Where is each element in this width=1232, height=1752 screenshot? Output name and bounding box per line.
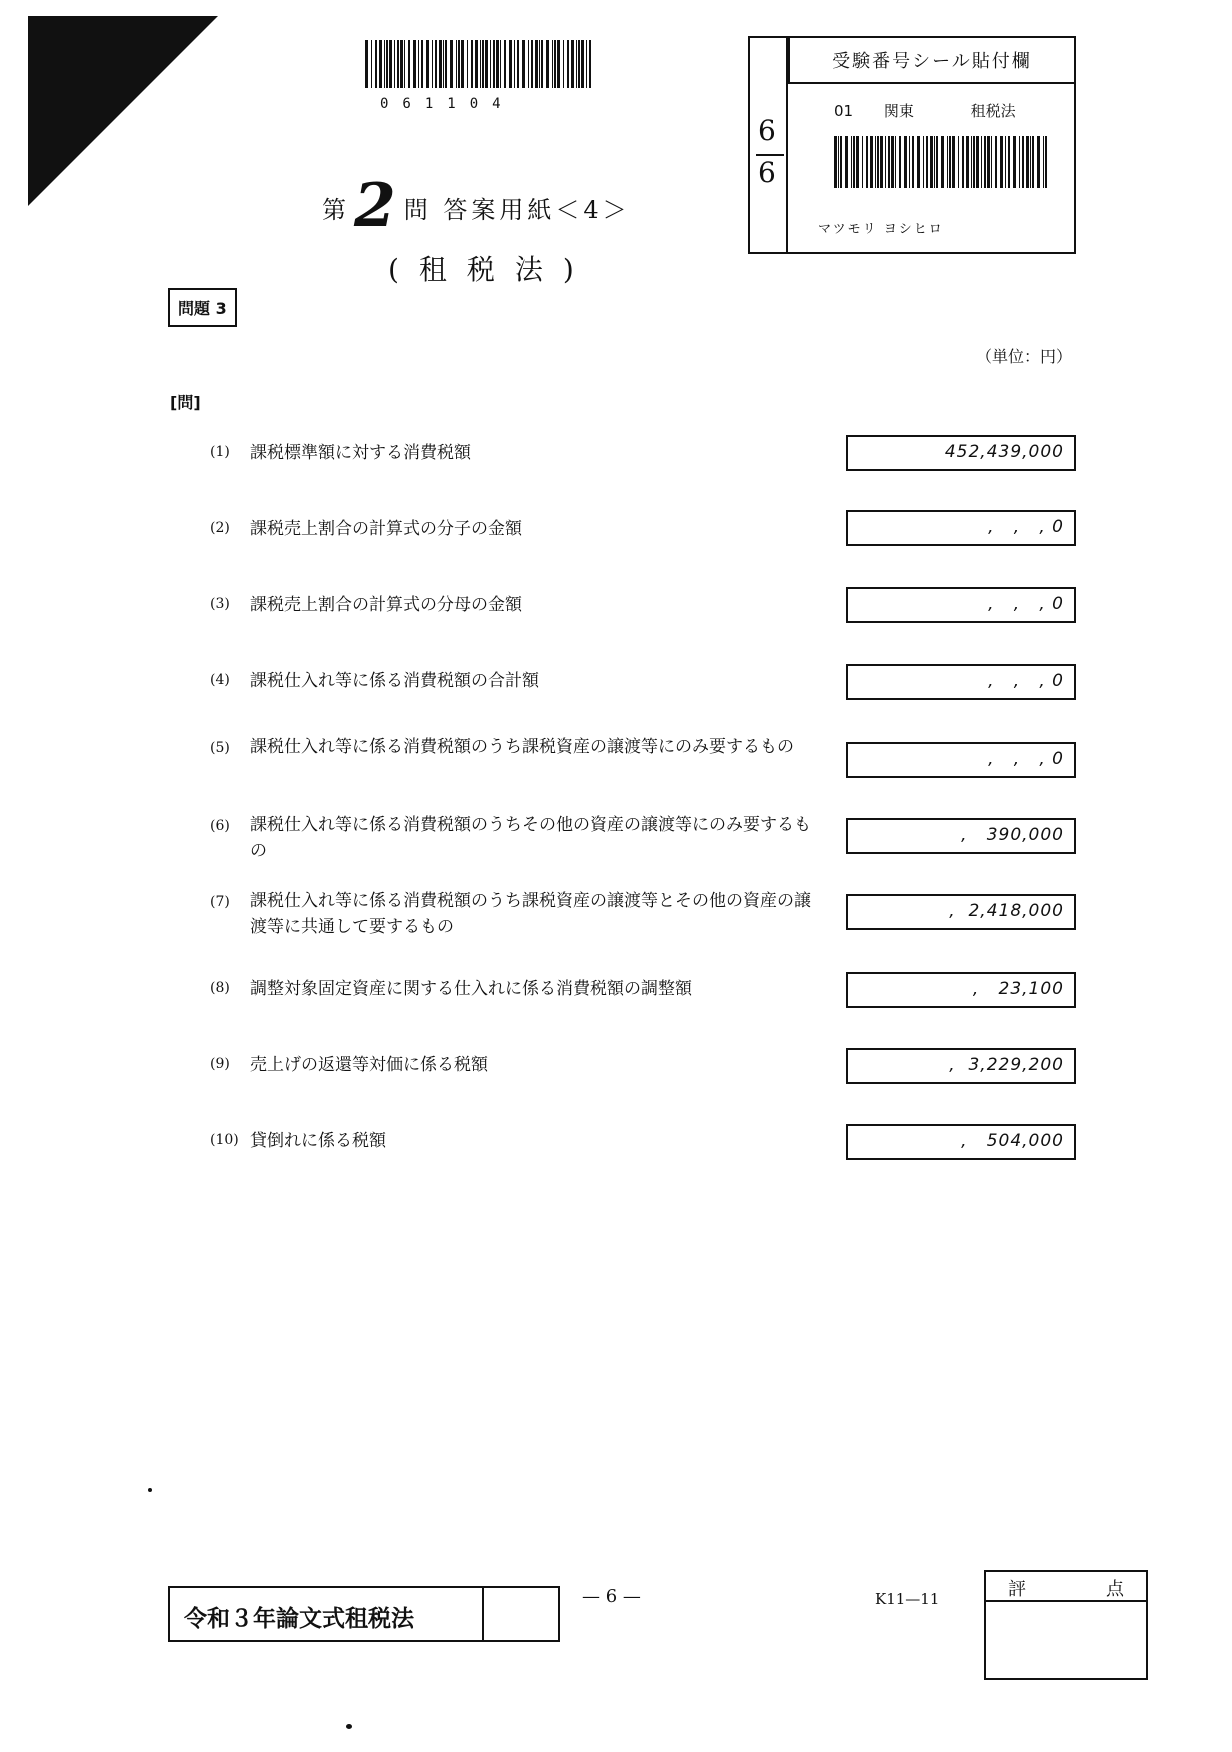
barcode-bar bbox=[504, 40, 506, 88]
barcode-bar bbox=[509, 40, 512, 88]
question-number: (6) bbox=[210, 818, 230, 834]
unit-label: （単位：円） bbox=[976, 347, 1073, 366]
barcode-bar bbox=[539, 40, 540, 88]
barcode-bar bbox=[535, 40, 538, 88]
barcode-bar bbox=[552, 40, 553, 88]
question-text: 貸倒れに係る税額 bbox=[250, 1131, 386, 1151]
barcode-bar bbox=[541, 40, 543, 88]
barcode-bar bbox=[1013, 136, 1016, 188]
barcode-bar bbox=[546, 40, 549, 88]
barcode-bar bbox=[941, 136, 944, 188]
barcode-bar bbox=[443, 40, 444, 88]
barcode-bar bbox=[475, 40, 478, 88]
barcode-bar bbox=[467, 40, 468, 88]
barcode-bar bbox=[404, 40, 405, 88]
barcode-bar bbox=[934, 136, 935, 188]
question-number: (3) bbox=[210, 596, 230, 612]
barcode-bar bbox=[936, 136, 938, 188]
corner-triangle-mark bbox=[28, 16, 218, 206]
answer-field[interactable] bbox=[846, 742, 1076, 778]
score-label-right: 点 bbox=[1106, 1579, 1124, 1600]
answer-value: , 390,000 bbox=[961, 825, 1064, 845]
barcode-bar bbox=[880, 136, 883, 188]
barcode-bar bbox=[971, 136, 972, 188]
barcode-bar bbox=[375, 40, 377, 88]
exam-title: 令和３年論文式租税法 bbox=[184, 1606, 414, 1632]
answer-value: , , , 0 bbox=[988, 749, 1064, 769]
barcode-bar bbox=[413, 40, 416, 88]
barcode-bar bbox=[493, 40, 495, 88]
barcode-bar bbox=[984, 136, 986, 188]
problem-label: 問題 3 bbox=[168, 288, 237, 327]
question-number: (4) bbox=[210, 672, 230, 688]
answer-value: 452,439,000 bbox=[944, 442, 1064, 462]
answer-field[interactable] bbox=[846, 664, 1076, 700]
barcode-bar bbox=[862, 136, 863, 188]
barcode-bar bbox=[461, 40, 464, 88]
barcode-bar bbox=[1043, 136, 1044, 188]
barcode-bar bbox=[432, 40, 433, 88]
barcode-bar bbox=[458, 40, 460, 88]
section-label: [問] bbox=[170, 393, 201, 412]
barcode-bar bbox=[926, 136, 928, 188]
barcode-bar bbox=[976, 136, 979, 188]
top-barcode bbox=[365, 40, 593, 88]
answer-value: , , , 0 bbox=[988, 671, 1064, 691]
seal-header: 受験番号シール貼付欄 bbox=[788, 38, 1074, 84]
answer-field[interactable] bbox=[846, 1124, 1076, 1160]
scan-speck bbox=[148, 1488, 152, 1492]
barcode-bar bbox=[840, 136, 842, 188]
question-number: (5) bbox=[210, 740, 230, 756]
barcode-bar bbox=[853, 136, 855, 188]
question-text: 課税仕入れ等に係る消費税額の合計額 bbox=[250, 671, 539, 691]
barcode-bar bbox=[397, 40, 399, 88]
seal-subject: 租税法 bbox=[970, 102, 1016, 120]
subject-title: (租税法) bbox=[388, 253, 594, 286]
barcode-bar bbox=[435, 40, 437, 88]
barcode-bar bbox=[418, 40, 419, 88]
barcode-bar bbox=[365, 40, 368, 88]
seal-fraction-top: 6 bbox=[758, 114, 776, 147]
barcode-bar bbox=[400, 40, 403, 88]
barcode-bar bbox=[866, 136, 868, 188]
barcode-bar bbox=[952, 136, 955, 188]
barcode-bar bbox=[581, 40, 584, 88]
barcode-bar bbox=[888, 136, 890, 188]
barcode-bar bbox=[949, 136, 951, 188]
barcode-bar bbox=[514, 40, 515, 88]
barcode-bar bbox=[586, 40, 587, 88]
barcode-bar bbox=[528, 40, 529, 88]
exam-title-divider bbox=[482, 1588, 484, 1640]
score-header bbox=[986, 1572, 1146, 1602]
barcode-bar bbox=[379, 40, 382, 88]
barcode-bar bbox=[1030, 136, 1031, 188]
exam-title-box bbox=[168, 1586, 560, 1642]
barcode-bar bbox=[439, 40, 442, 88]
question-text: 売上げの返還等対価に係る税額 bbox=[250, 1055, 488, 1075]
answer-field[interactable] bbox=[846, 435, 1076, 471]
barcode-bar bbox=[389, 40, 392, 88]
barcode-bar bbox=[947, 136, 948, 188]
barcode-bar bbox=[531, 40, 533, 88]
seal-fraction-bottom: 6 bbox=[758, 156, 776, 189]
score-box bbox=[984, 1570, 1148, 1680]
barcode-bar bbox=[589, 40, 591, 88]
scan-speck bbox=[346, 1724, 352, 1729]
barcode-bar bbox=[1008, 136, 1010, 188]
seal-code: 01 bbox=[834, 102, 854, 120]
seal-fraction-column bbox=[750, 38, 788, 252]
barcode-bar bbox=[490, 40, 491, 88]
barcode-bar bbox=[923, 136, 924, 188]
barcode-bar bbox=[870, 136, 873, 188]
question-text: 課税仕入れ等に係る消費税額のうち課税資産の譲渡等にのみ要するもの bbox=[250, 737, 794, 757]
barcode-bar bbox=[851, 136, 852, 188]
barcode-bar bbox=[567, 40, 569, 88]
question-text: 課税売上割合の計算式の分子の金額 bbox=[250, 519, 522, 539]
barcode-bar bbox=[576, 40, 577, 88]
top-barcode-number: 061104 bbox=[380, 96, 515, 112]
barcode-bar bbox=[557, 40, 560, 88]
question-number: (10) bbox=[210, 1132, 239, 1148]
barcode-bar bbox=[917, 136, 920, 188]
barcode-bar bbox=[480, 40, 481, 88]
examinee-name: マツモリ ヨシヒロ bbox=[818, 222, 944, 237]
title-suffix: 問 答案用紙＜4＞ bbox=[403, 196, 631, 224]
answer-value: , 504,000 bbox=[961, 1131, 1064, 1151]
question-number: (2) bbox=[210, 520, 230, 536]
barcode-bar bbox=[845, 136, 848, 188]
barcode-bar bbox=[891, 136, 894, 188]
answer-value: , , , 0 bbox=[988, 517, 1064, 537]
barcode-bar bbox=[973, 136, 975, 188]
question-number: (1) bbox=[210, 444, 230, 460]
barcode-bar bbox=[1037, 136, 1040, 188]
answer-field[interactable] bbox=[846, 510, 1076, 546]
barcode-bar bbox=[838, 136, 839, 188]
barcode-bar bbox=[496, 40, 499, 88]
barcode-bar bbox=[981, 136, 982, 188]
score-label-left: 評 bbox=[1008, 1579, 1026, 1600]
barcode-bar bbox=[482, 40, 484, 88]
barcode-bar bbox=[445, 40, 447, 88]
barcode-bar bbox=[909, 136, 910, 188]
barcode-bar bbox=[517, 40, 519, 88]
barcode-bar bbox=[991, 136, 992, 188]
barcode-bar bbox=[384, 40, 385, 88]
seal-region: 関東 bbox=[883, 102, 914, 120]
sheet-code: K11—11 bbox=[875, 1590, 940, 1608]
barcode-bar bbox=[987, 136, 990, 188]
barcode-bar bbox=[1022, 136, 1024, 188]
barcode-bar bbox=[1026, 136, 1029, 188]
barcode-bar bbox=[408, 40, 410, 88]
answer-value: , , , 0 bbox=[988, 594, 1064, 614]
barcode-bar bbox=[426, 40, 429, 88]
answer-field[interactable] bbox=[846, 894, 1076, 930]
barcode-bar bbox=[522, 40, 525, 88]
page-number: — 6 — bbox=[582, 1586, 641, 1607]
barcode-bar bbox=[930, 136, 933, 188]
barcode-bar bbox=[958, 136, 959, 188]
question-number: (7) bbox=[210, 894, 230, 910]
barcode-bar bbox=[995, 136, 997, 188]
barcode-bar bbox=[895, 136, 896, 188]
answer-sheet-title bbox=[322, 171, 662, 241]
barcode-bar bbox=[571, 40, 574, 88]
barcode-bar bbox=[1005, 136, 1006, 188]
barcode-bar bbox=[875, 136, 876, 188]
barcode-bar bbox=[899, 136, 901, 188]
question-number: (9) bbox=[210, 1056, 230, 1072]
answer-value: , 2,418,000 bbox=[949, 901, 1064, 921]
barcode-bar bbox=[500, 40, 501, 88]
barcode-bar bbox=[1045, 136, 1047, 188]
answer-value: , 23,100 bbox=[972, 979, 1064, 999]
barcode-bar bbox=[834, 136, 837, 188]
title-question-number: 2 bbox=[354, 171, 400, 241]
barcode-bar bbox=[966, 136, 969, 188]
barcode-bar bbox=[1019, 136, 1020, 188]
barcode-bar bbox=[456, 40, 457, 88]
seal-info-line bbox=[834, 100, 1042, 121]
question-text: 課税仕入れ等に係る消費税額のうちその他の資産の譲渡等にのみ要するもの bbox=[250, 815, 811, 861]
barcode-bar bbox=[554, 40, 556, 88]
barcode-bar bbox=[450, 40, 453, 88]
title-prefix: 第 bbox=[322, 196, 350, 224]
barcode-bar bbox=[386, 40, 388, 88]
barcode-bar bbox=[371, 40, 372, 88]
answer-field[interactable] bbox=[846, 818, 1076, 854]
answer-field[interactable] bbox=[846, 587, 1076, 623]
seal-barcode bbox=[834, 136, 1050, 188]
barcode-bar bbox=[421, 40, 423, 88]
question-text: 課税仕入れ等に係る消費税額のうち課税資産の譲渡等とその他の資産の譲渡等に共通して要するもの bbox=[250, 891, 811, 937]
barcode-bar bbox=[563, 40, 564, 88]
question-number: (8) bbox=[210, 980, 230, 996]
question-text: 課税売上割合の計算式の分母の金額 bbox=[250, 595, 522, 615]
barcode-bar bbox=[485, 40, 488, 88]
barcode-bar bbox=[394, 40, 395, 88]
barcode-bar bbox=[471, 40, 473, 88]
barcode-bar bbox=[962, 136, 964, 188]
barcode-bar bbox=[885, 136, 886, 188]
question-text: 調整対象固定資産に関する仕入れに係る消費税額の調整額 bbox=[250, 979, 692, 999]
barcode-bar bbox=[578, 40, 580, 88]
barcode-bar bbox=[1000, 136, 1003, 188]
barcode-bar bbox=[877, 136, 879, 188]
answer-value: , 3,229,200 bbox=[949, 1055, 1064, 1075]
barcode-bar bbox=[904, 136, 907, 188]
answer-field[interactable] bbox=[846, 1048, 1076, 1084]
question-text: 課税標準額に対する消費税額 bbox=[250, 443, 471, 463]
answer-field[interactable] bbox=[846, 972, 1076, 1008]
barcode-bar bbox=[1032, 136, 1034, 188]
exam-number-seal-box bbox=[748, 36, 1076, 254]
barcode-bar bbox=[912, 136, 914, 188]
barcode-bar bbox=[856, 136, 859, 188]
